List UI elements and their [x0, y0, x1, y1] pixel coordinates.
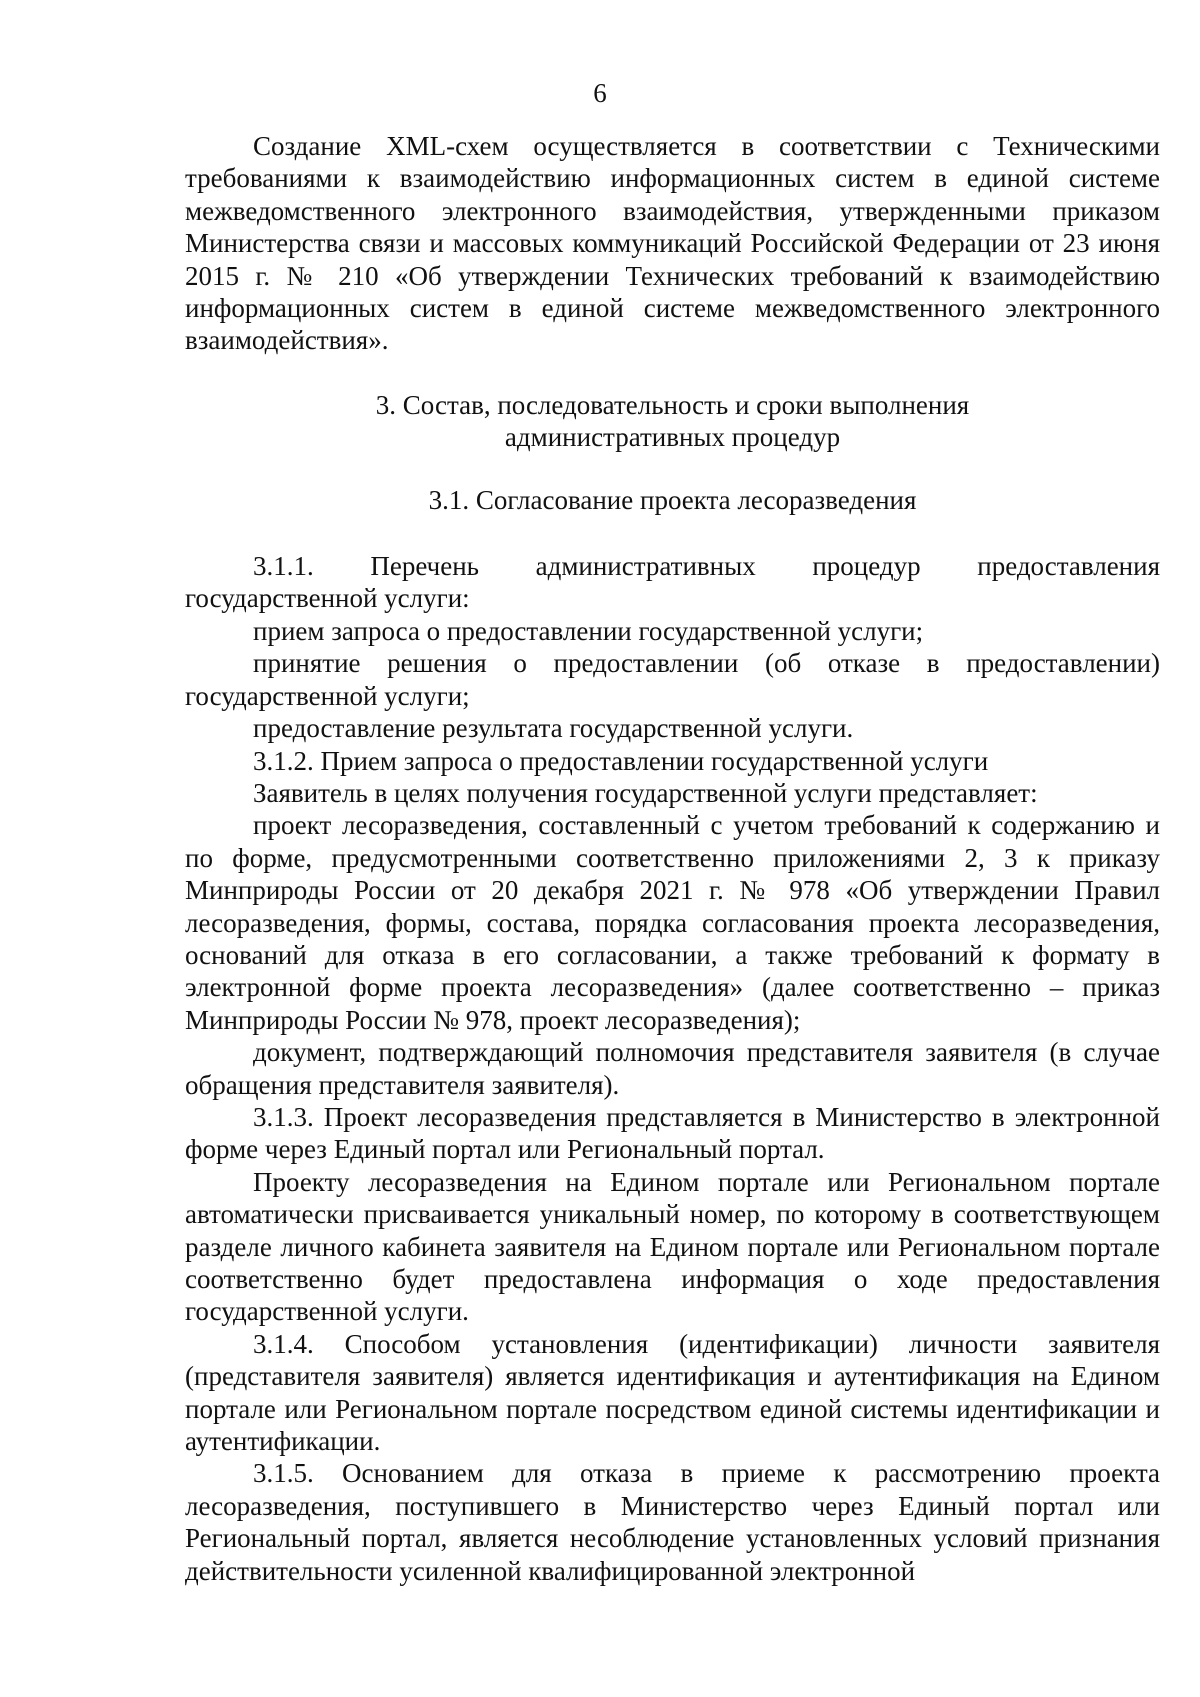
paragraph-unique-number: Проекту лесоразведения на Едином портале или Региональном портале автоматически присваивается уникальный номер, по которому в соответствующем разделе личного кабинета заявителя на Едином портале или Региональном портале соответственно будет предоставлена информация о ходе предоставления государственной услуги.: [185, 1166, 1160, 1327]
spacer: [185, 454, 1160, 484]
paragraph-project-document: проект лесоразведения, составленный с учетом требований к содержанию и по форме, предусмотренными соответственно приложениями 2, 3 к приказу Минприроды России от 20 декабря 2021 г. № 978 «Об утверждении Правил лесоразведения, формы, состава, порядка согласования проекта лесоразведения, оснований для отказа в его согласовании, а также требований к формату в электронной форме проекта лесоразведения» (далее соответственно – приказ Минприроды России № 978, проект лесоразведения);: [185, 810, 1160, 1035]
list-item-receive-request: прием запроса о предоставлении государственной услуги;: [253, 615, 924, 646]
list-item-decision: принятие решения о предоставлении (об отказе в предоставлении) государственной услуги;: [185, 648, 1160, 711]
document-body: [185, 130, 1160, 1587]
paragraph-3-1-1-line-2: государственной услуги:: [185, 583, 470, 614]
paragraph-3-1-4: 3.1.4. Способом установления (идентификации) личности заявителя (представителя заявителя) является идентификация и аутентификация на Едином портале или Региональном портале посредством единой системы идентификации и аутентификации.: [185, 1328, 1160, 1457]
paragraph-3-1-3: 3.1.3. Проект лесоразведения представляется в Министерство в электронной форме через Единый портал или Региональный портал.: [185, 1101, 1160, 1165]
paragraph-representative-document: документ, подтверждающий полномочия представителя заявителя (в случае обращения представителя заявителя).: [185, 1037, 1160, 1100]
spacer: [185, 357, 1160, 389]
paragraph-3-1-5: 3.1.5. Основанием для отказа в приеме к рассмотрению проекта лесоразведения, поступившего в Министерство через Единый портал или Региональный портал, является несоблюдение установленных условий признания действительности усиленной квалифицированной электронной: [185, 1458, 1160, 1586]
section-3-1-title: 3.1. Согласование проекта лесоразведения: [428, 484, 917, 515]
paragraph-3-1-2: 3.1.2. Прием запроса о предоставлении государственной услуги: [253, 745, 989, 776]
section-3-title-line-1: 3. Состав, последовательность и сроки выполнения: [375, 389, 970, 420]
paragraph-applicant-provides: Заявитель в целях получения государственной услуги представляет:: [253, 777, 1038, 808]
list-item-result: предоставление результата государственной услуги.: [253, 713, 854, 744]
section-3-title-line-2: административных процедур: [504, 422, 841, 453]
page-number: 6: [593, 78, 607, 108]
paragraph-3-1-1-line-1: 3.1.1. Перечень административных процедур предоставления: [253, 551, 1160, 582]
paragraph-xml-schemas: Создание XML-схем осуществляется в соответствии с Техническими требованиями к взаимодействию информационных систем в единой системе межведомственного электронного взаимодействия, утвержденными приказом Министерства связи и массовых коммуникаций Российской Федерации от 23 июня 2015 г. № 210 «Об утверждении Технических требований к взаимодействию информационных систем в единой системе межведомственного электронного взаимодействия».: [185, 131, 1160, 356]
spacer: [185, 516, 1160, 550]
